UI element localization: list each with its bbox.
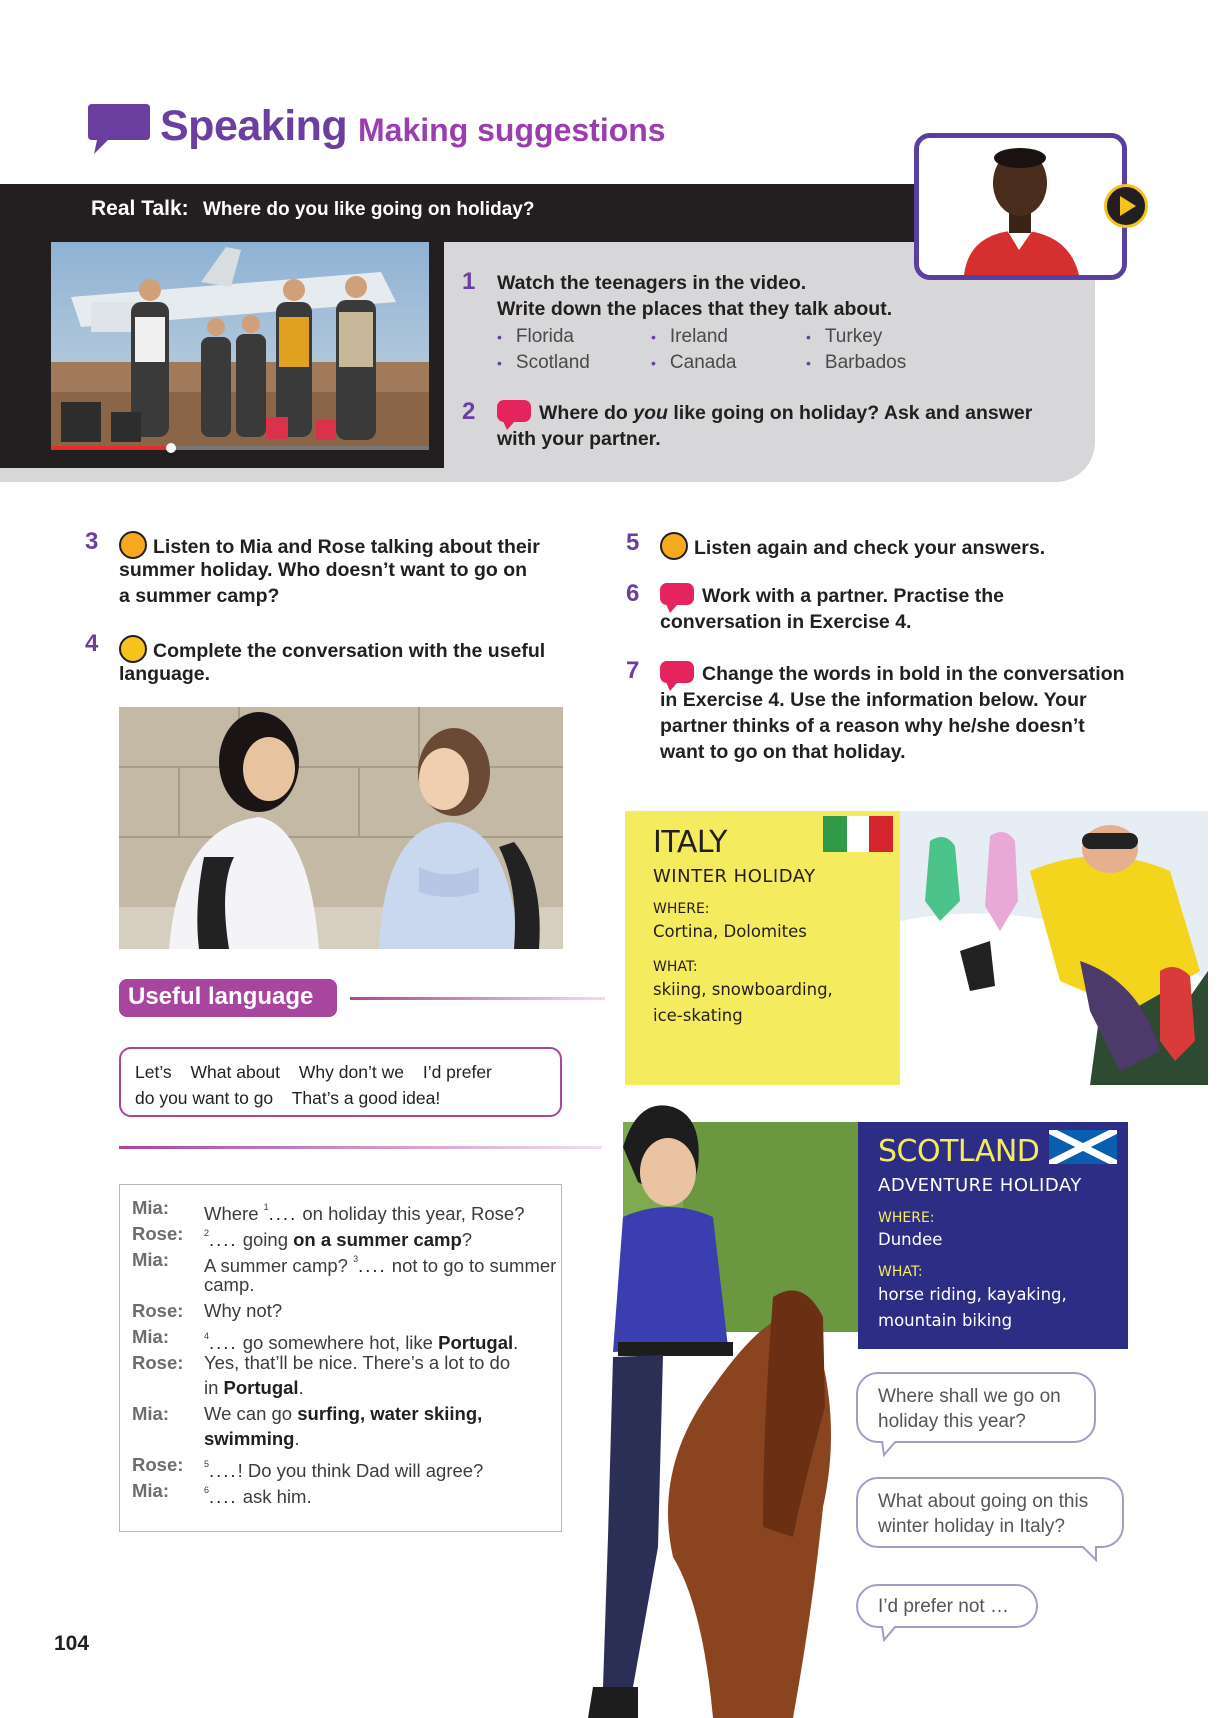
phrase-item: I’d prefer <box>422 1062 492 1082</box>
exercise-6-line-2: conversation in Exercise 4. <box>660 611 912 633</box>
play-icon <box>1107 187 1145 225</box>
speaker-label: Mia: <box>132 1403 169 1424</box>
italy-what-line-2: ice-skating <box>653 1006 743 1025</box>
video-progress-fill <box>51 446 171 450</box>
phrase-item: That’s a good idea! <box>291 1088 441 1108</box>
bubble-1-line-2: holiday this year? <box>878 1411 1026 1432</box>
exercise-3-line-3: a summer camp? <box>119 585 280 607</box>
line-text: Yes, that’ll be nice. There’s a lot to do <box>204 1352 511 1373</box>
line-text: Why not? <box>204 1300 283 1321</box>
exercise-1-line-1: Watch the teenagers in the video. <box>497 272 807 294</box>
page-subtitle: Making suggestions <box>358 112 666 148</box>
video-thumbnail-photo[interactable] <box>51 242 429 450</box>
italy-flag-icon <box>823 816 893 852</box>
italy-where-label: WHERE: <box>653 901 710 917</box>
exercise-5-number: 5 <box>626 529 640 556</box>
speaking-bubble-icon <box>86 100 152 156</box>
scotland-holiday-type: ADVENTURE HOLIDAY <box>878 1175 1082 1196</box>
answer-gap[interactable]: .... <box>209 1229 238 1250</box>
italy-country: ITALY <box>653 825 727 860</box>
presenter-video-frame[interactable] <box>914 133 1127 280</box>
answer-gap[interactable]: .... <box>209 1486 238 1507</box>
phrase-item: Why don’t we <box>298 1062 404 1082</box>
useful-language-row-1 <box>135 1059 546 1085</box>
presenter-photo <box>919 138 1122 275</box>
bubble-2-line-2: winter holiday in Italy? <box>878 1516 1065 1537</box>
bubble-2-tail <box>1080 1546 1100 1562</box>
speech-bubble-2 <box>856 1477 1124 1548</box>
places-column-3 <box>806 324 906 376</box>
place-item: • Turkey <box>806 326 883 347</box>
answer-gap[interactable]: .... <box>209 1332 238 1353</box>
exercise-1-number: 1 <box>462 268 476 295</box>
scotland-where-value: Dundee <box>878 1230 943 1249</box>
place-item: • Ireland <box>651 326 729 347</box>
speaker-label: Mia: <box>132 1197 169 1218</box>
speech-bubble-1 <box>856 1372 1096 1443</box>
speaker-label: Rose: <box>132 1352 184 1373</box>
italy-where-value: Cortina, Dolomites <box>653 922 807 941</box>
exercise-3-line-2: summer holiday. Who doesn’t want to go on <box>119 559 528 581</box>
line-text: $^4$.... go somewhere hot, like Portugal. <box>204 1331 519 1353</box>
speech-bubble-3: I’d prefer not … <box>856 1584 1038 1628</box>
conversation-box <box>119 1184 562 1532</box>
scotland-flag-icon <box>1049 1130 1117 1164</box>
gap-number: 6 <box>204 1485 210 1495</box>
phrase-item: Let’s <box>135 1062 172 1082</box>
exercise-2-line-1: Where do you like going on holiday? Ask and answer <box>497 400 1032 426</box>
answer-gap[interactable]: .... <box>268 1203 298 1224</box>
place-item: • Canada <box>651 352 737 373</box>
exercise-7-line-2: in Exercise 4. Use the information below. Your <box>660 689 1087 711</box>
exercise-4-number: 4 <box>85 630 99 657</box>
useful-language-icon <box>119 635 147 663</box>
italy-holiday-type: WINTER HOLIDAY <box>653 866 816 887</box>
play-button[interactable] <box>1104 184 1148 228</box>
answer-gap[interactable]: .... <box>358 1255 387 1276</box>
scotland-where-label: WHERE: <box>878 1210 935 1226</box>
place-item: • Florida <box>497 326 574 347</box>
girls-talking-photo <box>119 707 563 949</box>
scotland-what-label: WHAT: <box>878 1264 923 1280</box>
exercise-4-line-2: language. <box>119 663 211 685</box>
bubble-3-tail <box>880 1626 900 1642</box>
horse-rider-photo <box>563 1087 863 1718</box>
places-column-2 <box>651 324 736 376</box>
heading-rule <box>350 997 605 1000</box>
two-girls-illustration <box>119 707 563 949</box>
exercise-2-number: 2 <box>462 398 476 425</box>
gap-number: 4 <box>204 1331 210 1341</box>
exercise-7-number: 7 <box>626 657 640 684</box>
places-column-1 <box>497 324 590 376</box>
audio-icon[interactable] <box>119 531 147 559</box>
horse-rider-illustration <box>563 1087 863 1718</box>
speaker-label: Rose: <box>132 1223 184 1244</box>
line-text: swimming. <box>204 1428 300 1449</box>
bubble-2-line-1: What about going on this <box>878 1491 1089 1512</box>
scotland-what-line-2: mountain biking <box>878 1311 1013 1330</box>
exercise-7-line-1: Change the words in bold in the conversation <box>660 661 1125 687</box>
pair-work-icon <box>660 583 694 605</box>
exercise-3-line-1: Listen to Mia and Rose talking about their <box>119 531 540 560</box>
exercise-5-line-1: Listen again and check your answers. <box>660 532 1045 561</box>
answer-gap[interactable]: .... <box>209 1460 238 1481</box>
place-item: • Scotland <box>497 352 590 373</box>
line-text: $^2$.... going on a summer camp? <box>204 1228 473 1250</box>
useful-language-row-2 <box>135 1085 546 1111</box>
useful-language-heading: Useful language <box>119 979 337 1017</box>
exercise-7-line-3: partner thinks of a reason why he/she doesn’t <box>660 715 1085 737</box>
italy-what-line-1: skiing, snowboarding, <box>653 980 833 999</box>
italy-info-panel <box>625 811 900 1085</box>
gap-number: 3 <box>353 1254 359 1264</box>
real-talk-question: Where do you like going on holiday? <box>203 199 535 220</box>
line-text: We can go surfing, water skiing, <box>204 1403 483 1424</box>
exercise-4-line-1: Complete the conversation with the useful <box>119 635 545 664</box>
useful-language-box <box>119 1047 562 1117</box>
italy-what-label: WHAT: <box>653 959 698 975</box>
line-text: Where $^1$.... on holiday this year, Rose? <box>204 1202 525 1224</box>
exercise-6-line-1: Work with a partner. Practise the <box>660 583 1004 609</box>
airport-group-photo <box>51 242 429 450</box>
bubble-1-tail <box>880 1441 900 1457</box>
bubble-1-line-1: Where shall we go on <box>878 1386 1061 1407</box>
skiers-photo <box>900 811 1208 1085</box>
gap-number: 2 <box>204 1228 210 1238</box>
audio-icon[interactable] <box>660 532 688 560</box>
exercise-3-number: 3 <box>85 528 99 555</box>
speaker-label: Rose: <box>132 1454 184 1475</box>
pair-work-icon <box>497 400 531 422</box>
speaker-label: Mia: <box>132 1480 169 1501</box>
line-text: $^5$....! Do you think Dad will agree? <box>204 1459 484 1481</box>
scotland-country: SCOTLAND <box>878 1134 1040 1169</box>
line-text: in Portugal. <box>204 1377 304 1398</box>
speaker-label: Mia: <box>132 1326 169 1347</box>
scotland-what-line-1: horse riding, kayaking, <box>878 1285 1067 1304</box>
exercise-1-line-2: Write down the places that they talk about. <box>497 298 893 320</box>
speaker-label: Mia: <box>132 1249 169 1270</box>
exercise-6-number: 6 <box>626 580 640 607</box>
page-number: 104 <box>54 1632 90 1655</box>
snowboarder-illustration <box>900 811 1208 1085</box>
speaker-label: Rose: <box>132 1300 184 1321</box>
phrase-item: do you want to go <box>135 1088 274 1108</box>
line-text: $^6$.... ask him. <box>204 1485 312 1507</box>
exercise-2-line-2: with your partner. <box>497 428 661 450</box>
line-text: A summer camp? $^3$.... not to go to summer <box>204 1254 557 1276</box>
pair-work-icon <box>660 661 694 683</box>
gap-number: 1 <box>263 1202 269 1212</box>
phrase-item: What about <box>190 1062 281 1082</box>
line-text: camp. <box>204 1274 255 1295</box>
gap-number: 5 <box>204 1459 210 1469</box>
place-item: • Barbados <box>806 352 907 373</box>
page-title: Speaking <box>160 102 348 150</box>
real-talk-label: Real Talk: <box>91 197 189 220</box>
video-progress-handle[interactable] <box>166 443 176 453</box>
exercise-7-line-4: want to go on that holiday. <box>660 741 906 763</box>
section-divider <box>119 1146 602 1149</box>
